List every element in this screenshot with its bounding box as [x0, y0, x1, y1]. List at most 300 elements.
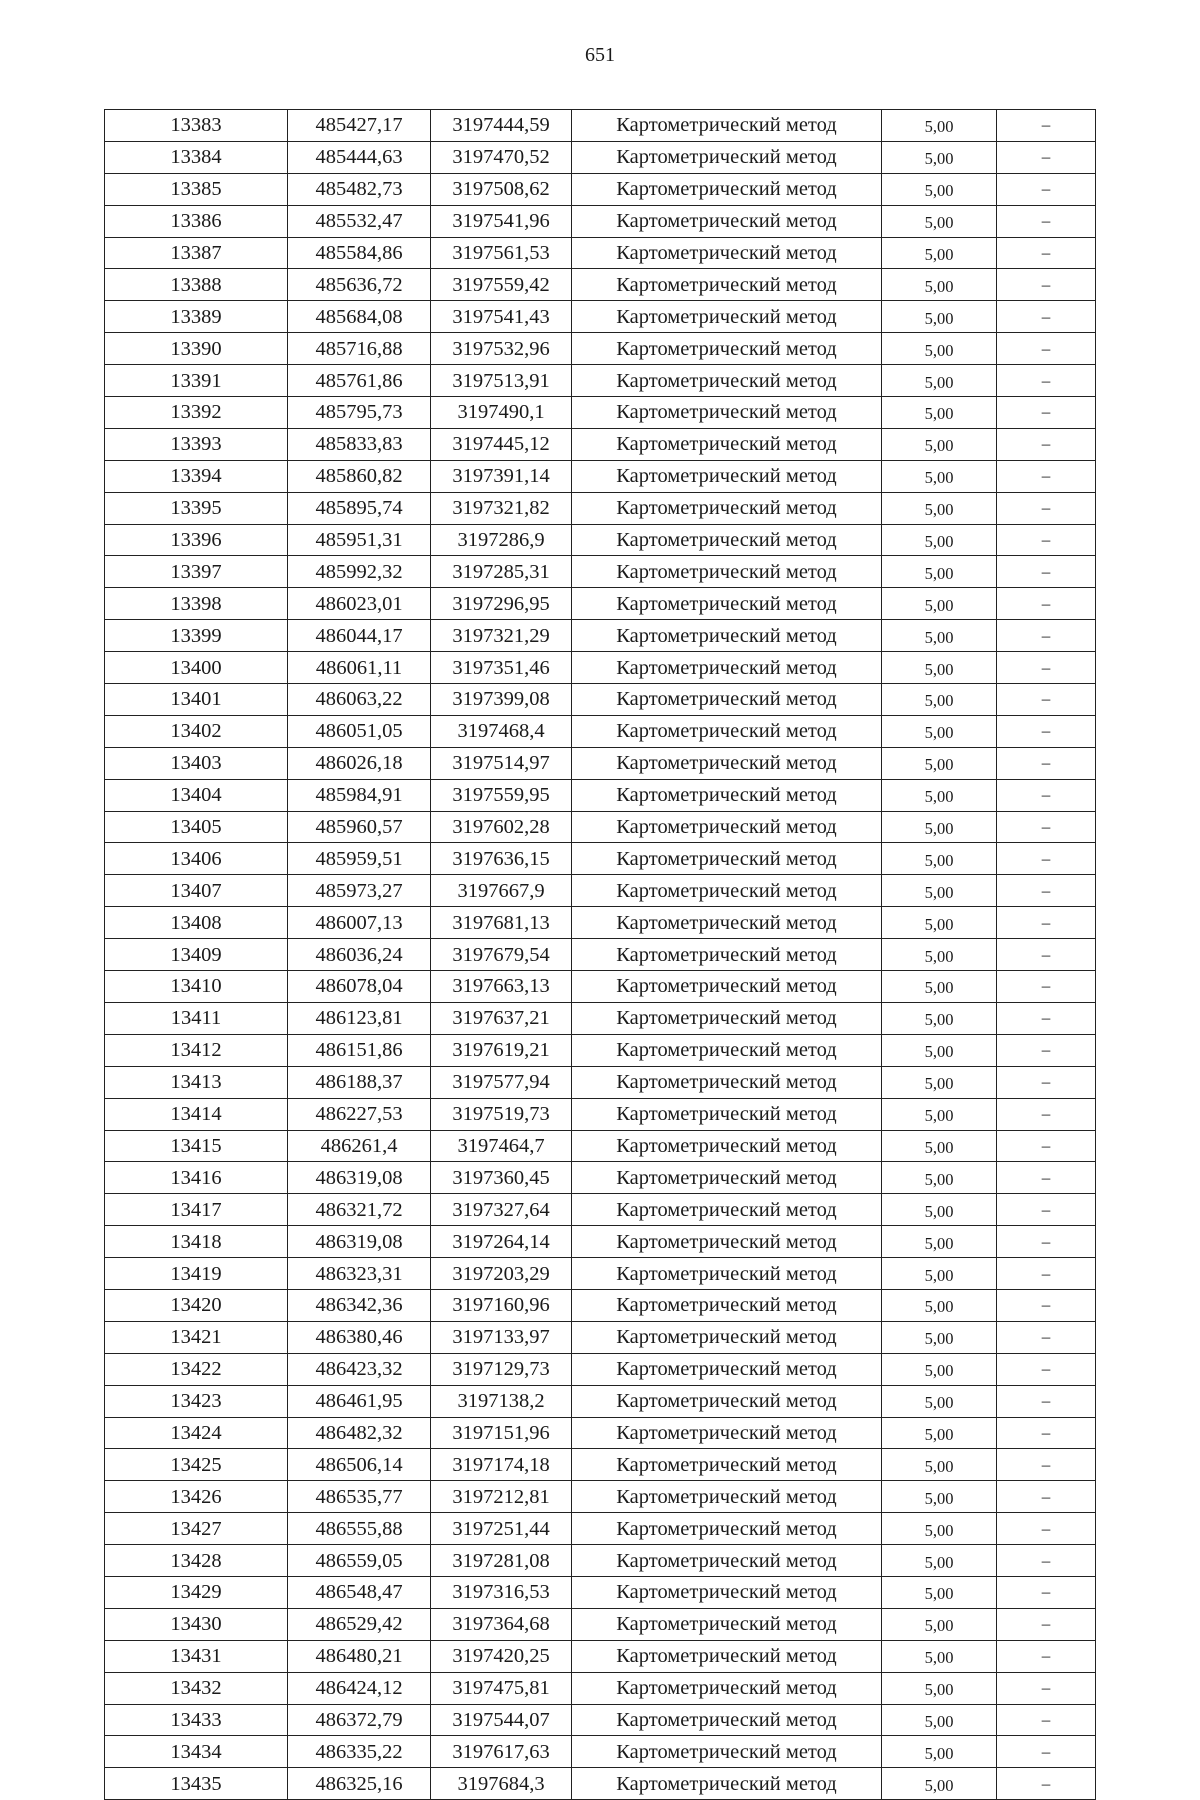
accuracy-cell: 5,00 [882, 492, 997, 524]
point-number-cell: 13414 [105, 1098, 288, 1130]
point-number-cell: 13404 [105, 779, 288, 811]
table-row [105, 1098, 1096, 1130]
note-cell: – [997, 715, 1096, 747]
y-coordinate-cell: 3197513,91 [431, 365, 572, 397]
accuracy-cell: 5,00 [882, 747, 997, 779]
table-row [105, 652, 1096, 684]
table-row [105, 811, 1096, 843]
method-cell: Картометрический метод [572, 1449, 882, 1481]
point-number-cell: 13393 [105, 428, 288, 460]
method-cell: Картометрический метод [572, 1417, 882, 1449]
y-coordinate-cell: 3197470,52 [431, 141, 572, 173]
note-cell: – [997, 1385, 1096, 1417]
x-coordinate-cell: 486078,04 [288, 971, 431, 1003]
method-cell: Картометрический метод [572, 1704, 882, 1736]
y-coordinate-cell: 3197316,53 [431, 1576, 572, 1608]
point-number-cell: 13410 [105, 971, 288, 1003]
note-cell: – [997, 1768, 1096, 1800]
point-number-cell: 13403 [105, 747, 288, 779]
accuracy-cell: 5,00 [882, 269, 997, 301]
point-number-cell: 13420 [105, 1289, 288, 1321]
x-coordinate-cell: 486423,32 [288, 1353, 431, 1385]
note-cell: – [997, 843, 1096, 875]
x-coordinate-cell: 485984,91 [288, 779, 431, 811]
note-cell: – [997, 875, 1096, 907]
note-cell: – [997, 333, 1096, 365]
method-cell: Картометрический метод [572, 1034, 882, 1066]
point-number-cell: 13419 [105, 1258, 288, 1290]
y-coordinate-cell: 3197321,29 [431, 620, 572, 652]
x-coordinate-cell: 486372,79 [288, 1704, 431, 1736]
method-cell: Картометрический метод [572, 269, 882, 301]
accuracy-cell: 5,00 [882, 939, 997, 971]
y-coordinate-cell: 3197133,97 [431, 1321, 572, 1353]
y-coordinate-cell: 3197544,07 [431, 1704, 572, 1736]
note-cell: – [997, 1162, 1096, 1194]
y-coordinate-cell: 3197174,18 [431, 1449, 572, 1481]
x-coordinate-cell: 486335,22 [288, 1736, 431, 1768]
accuracy-cell: 5,00 [882, 971, 997, 1003]
x-coordinate-cell: 486342,36 [288, 1289, 431, 1321]
accuracy-cell: 5,00 [882, 1385, 997, 1417]
point-number-cell: 13383 [105, 110, 288, 142]
accuracy-cell: 5,00 [882, 237, 997, 269]
note-cell: – [997, 1513, 1096, 1545]
method-cell: Картометрический метод [572, 1130, 882, 1162]
table-row [105, 1417, 1096, 1449]
accuracy-cell: 5,00 [882, 1417, 997, 1449]
method-cell: Картометрический метод [572, 843, 882, 875]
table-row [105, 1513, 1096, 1545]
x-coordinate-cell: 486188,37 [288, 1066, 431, 1098]
note-cell: – [997, 779, 1096, 811]
y-coordinate-cell: 3197138,2 [431, 1385, 572, 1417]
table-row [105, 1066, 1096, 1098]
point-number-cell: 13401 [105, 684, 288, 716]
table-row [105, 1672, 1096, 1704]
y-coordinate-cell: 3197681,13 [431, 907, 572, 939]
y-coordinate-cell: 3197561,53 [431, 237, 572, 269]
note-cell: – [997, 205, 1096, 237]
method-cell: Картометрический метод [572, 779, 882, 811]
y-coordinate-cell: 3197360,45 [431, 1162, 572, 1194]
accuracy-cell: 5,00 [882, 1353, 997, 1385]
accuracy-cell: 5,00 [882, 907, 997, 939]
accuracy-cell: 5,00 [882, 1768, 997, 1800]
accuracy-cell: 5,00 [882, 333, 997, 365]
method-cell: Картометрический метод [572, 397, 882, 429]
y-coordinate-cell: 3197445,12 [431, 428, 572, 460]
method-cell: Картометрический метод [572, 173, 882, 205]
note-cell: – [997, 1640, 1096, 1672]
method-cell: Картометрический метод [572, 684, 882, 716]
accuracy-cell: 5,00 [882, 811, 997, 843]
method-cell: Картометрический метод [572, 141, 882, 173]
point-number-cell: 13427 [105, 1513, 288, 1545]
method-cell: Картометрический метод [572, 1672, 882, 1704]
method-cell: Картометрический метод [572, 524, 882, 556]
point-number-cell: 13423 [105, 1385, 288, 1417]
accuracy-cell: 5,00 [882, 1672, 997, 1704]
method-cell: Картометрический метод [572, 747, 882, 779]
y-coordinate-cell: 3197444,59 [431, 110, 572, 142]
y-coordinate-cell: 3197684,3 [431, 1768, 572, 1800]
method-cell: Картометрический метод [572, 811, 882, 843]
table-row [105, 110, 1096, 142]
accuracy-cell: 5,00 [882, 365, 997, 397]
page-number: 651 [585, 44, 615, 66]
y-coordinate-cell: 3197577,94 [431, 1066, 572, 1098]
accuracy-cell: 5,00 [882, 1130, 997, 1162]
note-cell: – [997, 1130, 1096, 1162]
point-number-cell: 13421 [105, 1321, 288, 1353]
method-cell: Картометрический метод [572, 556, 882, 588]
table-row [105, 1576, 1096, 1608]
accuracy-cell: 5,00 [882, 110, 997, 142]
note-cell: – [997, 1353, 1096, 1385]
x-coordinate-cell: 486044,17 [288, 620, 431, 652]
accuracy-cell: 5,00 [882, 460, 997, 492]
point-number-cell: 13408 [105, 907, 288, 939]
x-coordinate-cell: 486023,01 [288, 588, 431, 620]
accuracy-cell: 5,00 [882, 1481, 997, 1513]
point-number-cell: 13390 [105, 333, 288, 365]
point-number-cell: 13400 [105, 652, 288, 684]
table-row [105, 141, 1096, 173]
accuracy-cell: 5,00 [882, 1576, 997, 1608]
accuracy-cell: 5,00 [882, 1034, 997, 1066]
table-row [105, 173, 1096, 205]
accuracy-cell: 5,00 [882, 1162, 997, 1194]
table-row [105, 588, 1096, 620]
x-coordinate-cell: 486535,77 [288, 1481, 431, 1513]
accuracy-cell: 5,00 [882, 1002, 997, 1034]
y-coordinate-cell: 3197464,7 [431, 1130, 572, 1162]
method-cell: Картометрический метод [572, 1098, 882, 1130]
point-number-cell: 13398 [105, 588, 288, 620]
note-cell: – [997, 684, 1096, 716]
y-coordinate-cell: 3197541,43 [431, 301, 572, 333]
note-cell: – [997, 269, 1096, 301]
point-number-cell: 13430 [105, 1608, 288, 1640]
accuracy-cell: 5,00 [882, 1321, 997, 1353]
x-coordinate-cell: 485427,17 [288, 110, 431, 142]
table-row [105, 907, 1096, 939]
table-row [105, 1289, 1096, 1321]
method-cell: Картометрический метод [572, 620, 882, 652]
coordinates-table-body [105, 110, 1096, 1800]
method-cell: Картометрический метод [572, 939, 882, 971]
point-number-cell: 13411 [105, 1002, 288, 1034]
y-coordinate-cell: 3197637,21 [431, 1002, 572, 1034]
note-cell: – [997, 1417, 1096, 1449]
accuracy-cell: 5,00 [882, 428, 997, 460]
x-coordinate-cell: 486506,14 [288, 1449, 431, 1481]
x-coordinate-cell: 486036,24 [288, 939, 431, 971]
accuracy-cell: 5,00 [882, 1640, 997, 1672]
note-cell: – [997, 1002, 1096, 1034]
point-number-cell: 13407 [105, 875, 288, 907]
x-coordinate-cell: 485684,08 [288, 301, 431, 333]
point-number-cell: 13425 [105, 1449, 288, 1481]
method-cell: Картометрический метод [572, 492, 882, 524]
y-coordinate-cell: 3197532,96 [431, 333, 572, 365]
method-cell: Картометрический метод [572, 1226, 882, 1258]
coordinates-table [104, 109, 1096, 1800]
x-coordinate-cell: 485636,72 [288, 269, 431, 301]
x-coordinate-cell: 486461,95 [288, 1385, 431, 1417]
method-cell: Картометрический метод [572, 1513, 882, 1545]
accuracy-cell: 5,00 [882, 1194, 997, 1226]
table-row [105, 1449, 1096, 1481]
note-cell: – [997, 1704, 1096, 1736]
table-row [105, 492, 1096, 524]
note-cell: – [997, 1608, 1096, 1640]
table-row [105, 620, 1096, 652]
table-row [105, 875, 1096, 907]
accuracy-cell: 5,00 [882, 556, 997, 588]
note-cell: – [997, 141, 1096, 173]
y-coordinate-cell: 3197391,14 [431, 460, 572, 492]
y-coordinate-cell: 3197420,25 [431, 1640, 572, 1672]
point-number-cell: 13422 [105, 1353, 288, 1385]
method-cell: Картометрический метод [572, 1640, 882, 1672]
y-coordinate-cell: 3197281,08 [431, 1545, 572, 1577]
accuracy-cell: 5,00 [882, 843, 997, 875]
table-row [105, 1034, 1096, 1066]
x-coordinate-cell: 486123,81 [288, 1002, 431, 1034]
y-coordinate-cell: 3197321,82 [431, 492, 572, 524]
table-row [105, 1736, 1096, 1768]
accuracy-cell: 5,00 [882, 1736, 997, 1768]
y-coordinate-cell: 3197679,54 [431, 939, 572, 971]
table-row [105, 428, 1096, 460]
accuracy-cell: 5,00 [882, 301, 997, 333]
x-coordinate-cell: 485833,83 [288, 428, 431, 460]
accuracy-cell: 5,00 [882, 715, 997, 747]
point-number-cell: 13394 [105, 460, 288, 492]
y-coordinate-cell: 3197468,4 [431, 715, 572, 747]
note-cell: – [997, 620, 1096, 652]
method-cell: Картометрический метод [572, 237, 882, 269]
note-cell: – [997, 1449, 1096, 1481]
accuracy-cell: 5,00 [882, 1608, 997, 1640]
point-number-cell: 13424 [105, 1417, 288, 1449]
x-coordinate-cell: 486063,22 [288, 684, 431, 716]
y-coordinate-cell: 3197602,28 [431, 811, 572, 843]
table-row [105, 269, 1096, 301]
table-row [105, 1481, 1096, 1513]
table-row [105, 205, 1096, 237]
table-row [105, 1321, 1096, 1353]
x-coordinate-cell: 486227,53 [288, 1098, 431, 1130]
table-row [105, 1226, 1096, 1258]
x-coordinate-cell: 486323,31 [288, 1258, 431, 1290]
x-coordinate-cell: 486480,21 [288, 1640, 431, 1672]
note-cell: – [997, 1034, 1096, 1066]
method-cell: Картометрический метод [572, 1258, 882, 1290]
x-coordinate-cell: 485584,86 [288, 237, 431, 269]
accuracy-cell: 5,00 [882, 205, 997, 237]
x-coordinate-cell: 486026,18 [288, 747, 431, 779]
table-row [105, 843, 1096, 875]
y-coordinate-cell: 3197286,9 [431, 524, 572, 556]
y-coordinate-cell: 3197203,29 [431, 1258, 572, 1290]
method-cell: Картометрический метод [572, 428, 882, 460]
point-number-cell: 13432 [105, 1672, 288, 1704]
x-coordinate-cell: 486548,47 [288, 1576, 431, 1608]
accuracy-cell: 5,00 [882, 141, 997, 173]
x-coordinate-cell: 485482,73 [288, 173, 431, 205]
method-cell: Картометрический метод [572, 1385, 882, 1417]
method-cell: Картометрический метод [572, 1736, 882, 1768]
y-coordinate-cell: 3197251,44 [431, 1513, 572, 1545]
y-coordinate-cell: 3197129,73 [431, 1353, 572, 1385]
x-coordinate-cell: 486151,86 [288, 1034, 431, 1066]
accuracy-cell: 5,00 [882, 1098, 997, 1130]
accuracy-cell: 5,00 [882, 1449, 997, 1481]
y-coordinate-cell: 3197490,1 [431, 397, 572, 429]
accuracy-cell: 5,00 [882, 588, 997, 620]
note-cell: – [997, 524, 1096, 556]
point-number-cell: 13409 [105, 939, 288, 971]
note-cell: – [997, 173, 1096, 205]
note-cell: – [997, 110, 1096, 142]
point-number-cell: 13399 [105, 620, 288, 652]
note-cell: – [997, 301, 1096, 333]
table-row [105, 365, 1096, 397]
method-cell: Картометрический метод [572, 588, 882, 620]
method-cell: Картометрический метод [572, 1002, 882, 1034]
y-coordinate-cell: 3197296,95 [431, 588, 572, 620]
table-row [105, 1385, 1096, 1417]
point-number-cell: 13387 [105, 237, 288, 269]
accuracy-cell: 5,00 [882, 173, 997, 205]
point-number-cell: 13391 [105, 365, 288, 397]
table-row [105, 684, 1096, 716]
note-cell: – [997, 428, 1096, 460]
method-cell: Картометрический метод [572, 1545, 882, 1577]
y-coordinate-cell: 3197519,73 [431, 1098, 572, 1130]
method-cell: Картометрический метод [572, 110, 882, 142]
x-coordinate-cell: 486319,08 [288, 1162, 431, 1194]
note-cell: – [997, 1321, 1096, 1353]
note-cell: – [997, 1545, 1096, 1577]
accuracy-cell: 5,00 [882, 1513, 997, 1545]
point-number-cell: 13434 [105, 1736, 288, 1768]
y-coordinate-cell: 3197212,81 [431, 1481, 572, 1513]
point-number-cell: 13416 [105, 1162, 288, 1194]
y-coordinate-cell: 3197364,68 [431, 1608, 572, 1640]
y-coordinate-cell: 3197475,81 [431, 1672, 572, 1704]
accuracy-cell: 5,00 [882, 779, 997, 811]
table-row [105, 715, 1096, 747]
note-cell: – [997, 1576, 1096, 1608]
y-coordinate-cell: 3197663,13 [431, 971, 572, 1003]
accuracy-cell: 5,00 [882, 1226, 997, 1258]
accuracy-cell: 5,00 [882, 1289, 997, 1321]
note-cell: – [997, 1289, 1096, 1321]
accuracy-cell: 5,00 [882, 652, 997, 684]
x-coordinate-cell: 486555,88 [288, 1513, 431, 1545]
point-number-cell: 13426 [105, 1481, 288, 1513]
table-row [105, 1704, 1096, 1736]
method-cell: Картометрический метод [572, 875, 882, 907]
table-row [105, 939, 1096, 971]
y-coordinate-cell: 3197559,95 [431, 779, 572, 811]
point-number-cell: 13396 [105, 524, 288, 556]
x-coordinate-cell: 485761,86 [288, 365, 431, 397]
note-cell: – [997, 397, 1096, 429]
point-number-cell: 13388 [105, 269, 288, 301]
method-cell: Картометрический метод [572, 715, 882, 747]
y-coordinate-cell: 3197327,64 [431, 1194, 572, 1226]
note-cell: – [997, 939, 1096, 971]
note-cell: – [997, 588, 1096, 620]
table-row [105, 1194, 1096, 1226]
table-row [105, 1162, 1096, 1194]
point-number-cell: 13429 [105, 1576, 288, 1608]
method-cell: Картометрический метод [572, 1066, 882, 1098]
method-cell: Картометрический метод [572, 652, 882, 684]
table-row [105, 1130, 1096, 1162]
x-coordinate-cell: 485960,57 [288, 811, 431, 843]
point-number-cell: 13397 [105, 556, 288, 588]
note-cell: – [997, 556, 1096, 588]
table-row [105, 301, 1096, 333]
method-cell: Картометрический метод [572, 1481, 882, 1513]
y-coordinate-cell: 3197559,42 [431, 269, 572, 301]
x-coordinate-cell: 486061,11 [288, 652, 431, 684]
table-row [105, 971, 1096, 1003]
y-coordinate-cell: 3197541,96 [431, 205, 572, 237]
point-number-cell: 13384 [105, 141, 288, 173]
method-cell: Картометрический метод [572, 205, 882, 237]
table-row [105, 1353, 1096, 1385]
x-coordinate-cell: 485959,51 [288, 843, 431, 875]
table-row [105, 460, 1096, 492]
x-coordinate-cell: 485444,63 [288, 141, 431, 173]
point-number-cell: 13435 [105, 1768, 288, 1800]
point-number-cell: 13395 [105, 492, 288, 524]
x-coordinate-cell: 485951,31 [288, 524, 431, 556]
x-coordinate-cell: 485895,74 [288, 492, 431, 524]
note-cell: – [997, 237, 1096, 269]
x-coordinate-cell: 485716,88 [288, 333, 431, 365]
point-number-cell: 13412 [105, 1034, 288, 1066]
note-cell: – [997, 1194, 1096, 1226]
note-cell: – [997, 1226, 1096, 1258]
y-coordinate-cell: 3197160,96 [431, 1289, 572, 1321]
accuracy-cell: 5,00 [882, 1545, 997, 1577]
point-number-cell: 13385 [105, 173, 288, 205]
table-row [105, 237, 1096, 269]
x-coordinate-cell: 486007,13 [288, 907, 431, 939]
y-coordinate-cell: 3197351,46 [431, 652, 572, 684]
x-coordinate-cell: 485860,82 [288, 460, 431, 492]
method-cell: Картометрический метод [572, 333, 882, 365]
point-number-cell: 13417 [105, 1194, 288, 1226]
method-cell: Картометрический метод [572, 365, 882, 397]
y-coordinate-cell: 3197399,08 [431, 684, 572, 716]
method-cell: Картометрический метод [572, 971, 882, 1003]
method-cell: Картометрический метод [572, 1321, 882, 1353]
note-cell: – [997, 1066, 1096, 1098]
note-cell: – [997, 811, 1096, 843]
x-coordinate-cell: 486051,05 [288, 715, 431, 747]
x-coordinate-cell: 486482,32 [288, 1417, 431, 1449]
x-coordinate-cell: 485532,47 [288, 205, 431, 237]
